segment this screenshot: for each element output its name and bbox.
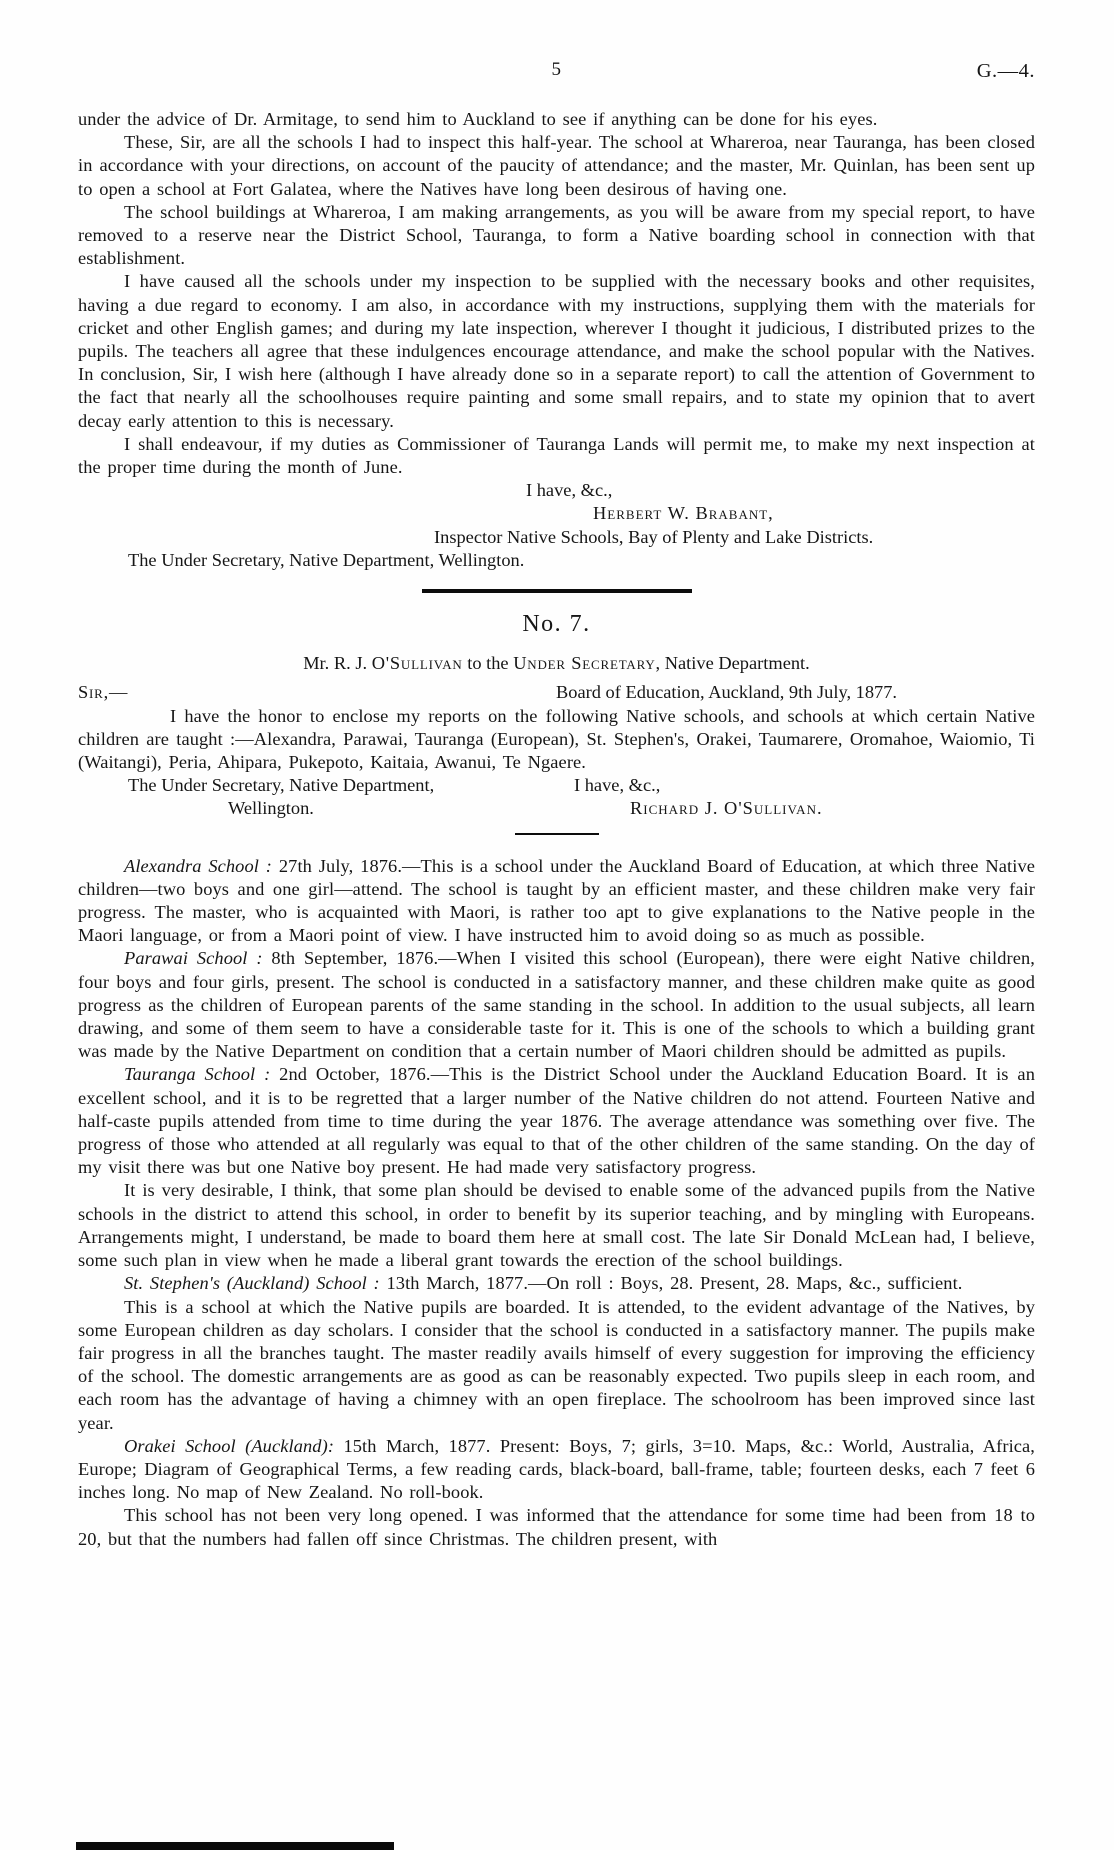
spacer — [78, 835, 1035, 855]
letter2-opening-row — [78, 681, 1035, 704]
school-name-lead: Alexandra School : — [124, 855, 273, 876]
letter-number-heading: No. 7. — [522, 611, 591, 638]
letter2-addressee-line2: Wellington. — [228, 798, 314, 819]
salutation-part: Mr. R. J. — [303, 653, 372, 674]
salutation-part: , Native Department. — [655, 653, 810, 674]
letter1-paragraph: I shall endeavour, if my duties as Commissioner of Tauranga Lands will permit me, to make my next inspection at the proper time during the month of June. — [78, 433, 1035, 478]
letter2-valediction: I have, &c., — [574, 775, 661, 796]
letter1-paragraph: under the advice of Dr. Armitage, to send him to Auckland to see if anything can be done for his eyes. — [78, 109, 878, 129]
letter2-close-row — [78, 774, 1035, 797]
letter2-close-row — [78, 797, 1035, 820]
letter1-signature-title: Inspector Native Schools, Bay of Plenty and Lake Districts. — [434, 526, 874, 547]
letter1-addressee: The Under Secretary, Native Department, Wellington. — [128, 549, 525, 570]
letter2-signature: Richard J. O'Sullivan. — [630, 798, 823, 819]
school-name-lead: Orakei School (Auckland): — [124, 1435, 335, 1456]
letter2-salutation — [78, 652, 1035, 675]
school-name-lead: Parawai School : — [124, 948, 263, 969]
report-paragraph-alexandra — [78, 855, 1035, 948]
page-number: 5 — [551, 59, 562, 80]
report-paragraph-tauranga — [78, 1063, 1035, 1179]
running-head — [78, 58, 1035, 92]
report-paragraph-orakei — [78, 1435, 1035, 1505]
report-text: 13th March, 1877.—On roll : Boys, 28. Present, 28. Maps, &c., sufficient. — [386, 1273, 963, 1294]
report-paragraph-st-stephens — [78, 1272, 1035, 1295]
letter1-paragraph: The school buildings at Whareroa, I am making arrangements, as you will be aware from my special report, to have removed to a reserve near the District School, Tauranga, to form a Native boarding school in connection with that establishment. — [78, 201, 1035, 269]
letter1-paragraph: I have caused all the schools under my inspection to be supplied with the necessary books and other requisites, having a due regard to economy. I am also, in accordance with my instructions, supplying them with the materials for cricket and other English games; and during my late inspection, wherever I thought it judicious, I distributed prizes to the pupils. The teachers all agree that these indulgences encourage attendance, and make the school popular with the Natives. In conclusion, Sir, I wish here (although I have already done so in a separate report) to call the attention of Government to the fact that nearly all the schoolhouses require painting and some small repairs, and to state my opinion that to avert decay early attention to this is necessary. — [78, 271, 1035, 431]
letter1-paragraph: These, Sir, are all the schools I had to inspect this half-year. The school at Whareroa, near Tauranga, has been closed in accordance with your directions, on account of the paucity of attendance; and the master, Mr. Quinlan, has been sent up to open a school at Fort Galatea, where the Natives have long been desirous of having one. — [78, 132, 1035, 199]
school-name-lead: St. Stephen's (Auckland) School : — [124, 1273, 380, 1294]
letter1-signature: Herbert W. Brabant, — [593, 503, 774, 524]
section-divider — [422, 589, 692, 593]
report-text: 27th July, 1876.—This is a school under the Auckland Board of Education, at which three Native children—two boys and one girl—attend. The school is taught by an efficient master, and these children make very fair progress. The master, who is acquainted with Maori, is rather too apt to give explanations to the Native people in the Maori language, or from a Maori point of view. I have instructed him to avoid doing so as much as possible. — [78, 855, 1035, 946]
letter2-body: I have the honor to enclose my reports on the following Native schools, and schools at which certain Native children are taught :—Alexandra, Parawai, Tauranga (European), St. Stephen's, Orakei, Taumarere, Oromahoe, Waiomio, Ti (Waitangi), Peria, Ahipara, Pukepoto, Kaitaia, Awanui, Te Ngaere. — [78, 705, 1035, 773]
letter2-addressee-line1: The Under Secretary, Native Department, — [128, 775, 435, 796]
document-reference: G.—4. — [976, 60, 1035, 82]
report-text: 2nd October, 1876.—This is the District School under the Auckland Education Board. It is an excellent school, and it is to be regretted that a larger number of the Native children do not attend. Fourteen Native and half-caste pupils attended from time to time during the year 1876. The average attendance was something over five. The progress of those who attended at all regularly was equal to that of the other children of the same standing. On the day of my visit there was but one Native boy present. He had made very satisfactory progress. — [78, 1064, 1035, 1178]
salutation-part: to the — [462, 653, 514, 674]
report-paragraph-st-stephens-cont: This is a school at which the Native pupils are boarded. It is attended, to the evident advantage of the Natives, by some European children as day scholars. I consider that the school is conducted in a satisfactory manner. The pupils make fair progress in all the branches taught. The master readily avails himself of every suggestion for improving the efficiency of the school. The domestic arrangements are as good as can be reasonably expected. Two pupils sleep in each room, and each room has the advantage of having a chimney with an open fireplace. The schoolroom has been improved since last year. — [78, 1296, 1035, 1433]
salutation-sender-name: O'Sullivan — [371, 653, 463, 674]
report-text: 15th March, 1877. Present: Boys, 7; girls, 3=10. Maps, &c.: World, Australia, Africa, Europe; Diagram of Geographical Terms, a few reading cards, black-board, ball-frame, table; fourteen desks, each 7 feet 6 inches long. No map of New Zealand. No roll-book. — [78, 1435, 1035, 1503]
report-text: 8th September, 1876.—When I visited this school (European), there were eight Native children, four boys and four girls, present. The school is conducted in a satisfactory manner, and these children make quite as good progress as the children of European parents of the same standing in the school. In addition to the usual subjects, all learn drawing, and some of them seem to have a considerable taste for it. This is one of the schools to which a building grant was made by the Native Department on condition that a certain number of Maori children should be admitted as pupils. — [78, 948, 1035, 1062]
letter2-sir: Sir,— — [78, 682, 129, 703]
scan-artifact-bar — [76, 1842, 394, 1850]
school-name-lead: Tauranga School : — [124, 1064, 271, 1085]
report-paragraph-orakei-cont: This school has not been very long opened. I was informed that the attendance for some time had been from 18 to 20, but that the numbers had fallen off since Christmas. The children present, with — [78, 1505, 1035, 1549]
letter1-valediction: I have, &c., — [526, 480, 613, 501]
report-paragraph-parawai — [78, 947, 1035, 1063]
salutation-recipient-title: Under Secretary — [513, 653, 656, 674]
report-paragraph-tauranga-cont: It is very desirable, I think, that some plan should be devised to enable some of the advanced pupils from the Native schools in the district to attend this school, in order to benefit by its superior teaching, and by mingling with Europeans. Arrangements might, I understand, be made to board them here at small cost. The late Sir Donald McLean had, I believe, some such plan in view when he made a liberal grant towards the erection of the school buildings. — [78, 1180, 1035, 1271]
text-block — [78, 58, 1035, 1551]
letter2-dateline: Board of Education, Auckland, 9th July, 1877. — [556, 682, 898, 703]
